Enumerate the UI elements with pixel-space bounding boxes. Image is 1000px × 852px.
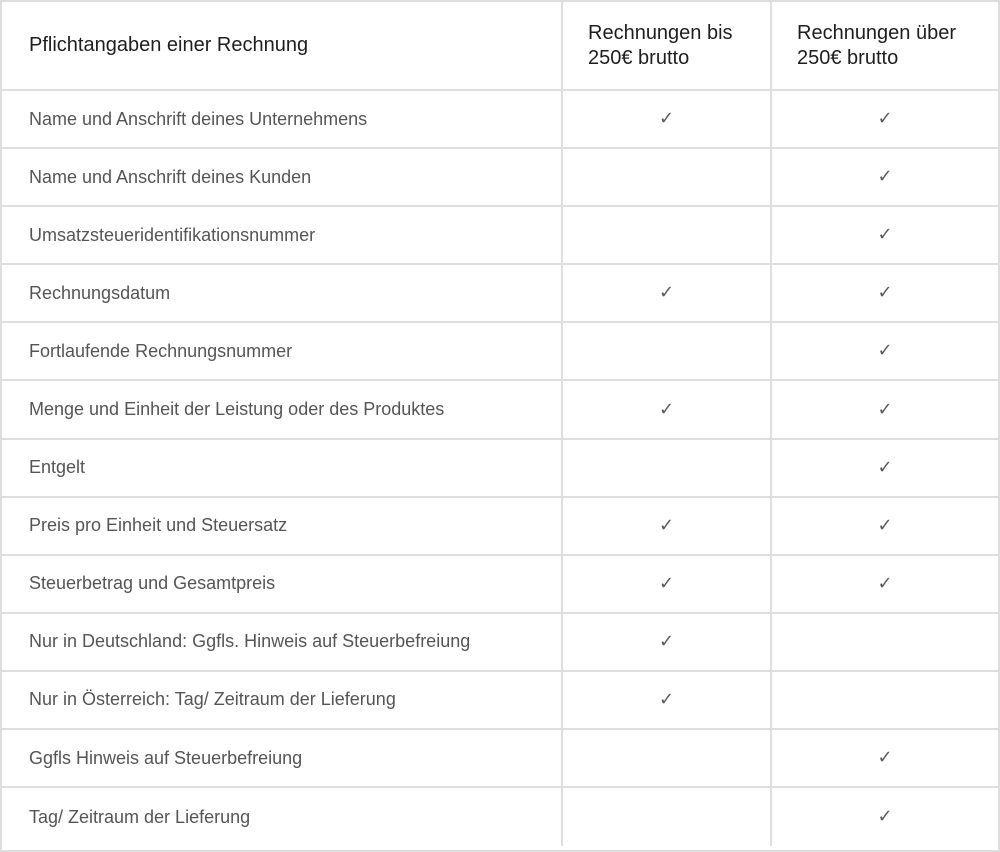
cell-up-to-250 <box>563 498 772 556</box>
checkmark-icon: ✓ <box>658 688 675 710</box>
cell-up-to-250 <box>563 91 772 149</box>
cell-over-250 <box>772 265 998 323</box>
cell-over-250 <box>772 672 998 730</box>
row-label: Ggfls Hinweis auf Steuerbefreiung <box>2 730 563 788</box>
checkmark-icon: ✓ <box>658 108 675 130</box>
cell-up-to-250 <box>563 381 772 439</box>
cell-up-to-250 <box>563 323 772 381</box>
checkmark-icon: ✓ <box>877 108 893 130</box>
cell-up-to-250 <box>563 672 772 730</box>
checkmark-icon: ✓ <box>658 630 675 652</box>
cell-up-to-250 <box>563 730 772 788</box>
cell-over-250 <box>772 149 998 207</box>
cell-over-250 <box>772 788 998 846</box>
cell-over-250 <box>772 730 998 788</box>
header-col-up-to-250: Rechnungen bis 250€ brutto <box>563 2 772 91</box>
cell-over-250 <box>772 440 998 498</box>
row-label: Name und Anschrift deines Unternehmens <box>2 91 563 149</box>
cell-over-250 <box>772 91 998 149</box>
row-label: Nur in Deutschland: Ggfls. Hinweis auf Steuerbefreiung <box>2 614 563 672</box>
cell-over-250 <box>772 207 998 265</box>
checkmark-icon: ✓ <box>877 166 893 188</box>
checkmark-icon: ✓ <box>877 282 893 304</box>
header-col-over-250: Rechnungen über 250€ brutto <box>772 2 998 91</box>
checkmark-icon: ✓ <box>658 572 675 594</box>
row-label: Entgelt <box>2 440 563 498</box>
cell-over-250 <box>772 323 998 381</box>
checkmark-icon: ✓ <box>877 340 893 362</box>
row-label: Fortlaufende Rechnungsnummer <box>2 323 563 381</box>
row-label: Name und Anschrift deines Kunden <box>2 149 563 207</box>
cell-up-to-250 <box>563 265 772 323</box>
checkmark-icon: ✓ <box>658 398 675 420</box>
checkmark-icon: ✓ <box>877 572 893 594</box>
cell-up-to-250 <box>563 440 772 498</box>
cell-over-250 <box>772 381 998 439</box>
row-label: Rechnungsdatum <box>2 265 563 323</box>
cell-up-to-250 <box>563 149 772 207</box>
row-label: Tag/ Zeitraum der Lieferung <box>2 788 563 846</box>
row-label: Nur in Österreich: Tag/ Zeitraum der Lieferung <box>2 672 563 730</box>
cell-up-to-250 <box>563 207 772 265</box>
header-col-requirements: Pflichtangaben einer Rechnung <box>2 2 563 91</box>
cell-up-to-250 <box>563 614 772 672</box>
cell-up-to-250 <box>563 556 772 614</box>
checkmark-icon: ✓ <box>877 398 893 420</box>
row-label: Menge und Einheit der Leistung oder des Produktes <box>2 381 563 439</box>
cell-over-250 <box>772 614 998 672</box>
cell-up-to-250 <box>563 788 772 846</box>
cell-over-250 <box>772 556 998 614</box>
checkmark-icon: ✓ <box>877 806 893 828</box>
checkmark-icon: ✓ <box>877 514 893 536</box>
checkmark-icon: ✓ <box>658 282 675 304</box>
row-label: Preis pro Einheit und Steuersatz <box>2 498 563 556</box>
row-label: Steuerbetrag und Gesamtpreis <box>2 556 563 614</box>
checkmark-icon: ✓ <box>877 224 893 246</box>
checkmark-icon: ✓ <box>658 514 675 536</box>
checkmark-icon: ✓ <box>877 747 893 769</box>
checkmark-icon: ✓ <box>877 456 893 478</box>
row-label: Umsatzsteueridentifikationsnummer <box>2 207 563 265</box>
cell-over-250 <box>772 498 998 556</box>
